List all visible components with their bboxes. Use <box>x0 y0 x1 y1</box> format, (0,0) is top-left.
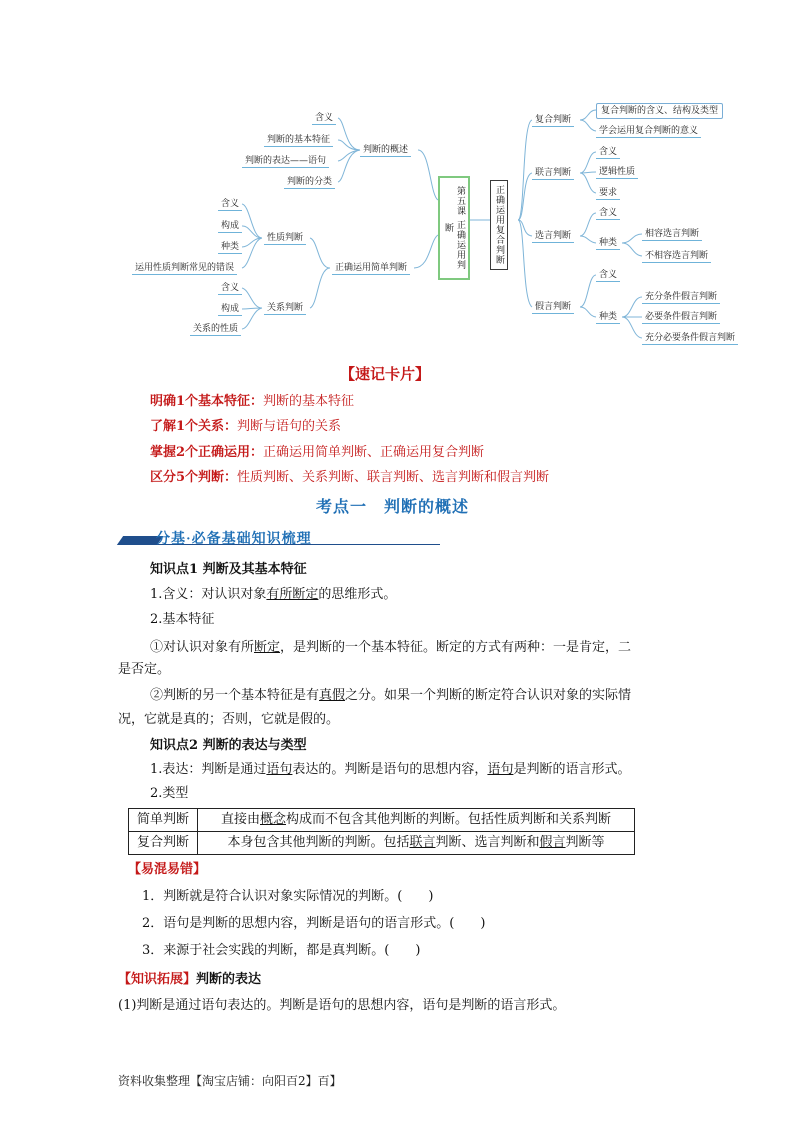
mind-map <box>0 0 800 360</box>
mm-jiayan: 假言判断 <box>532 301 574 314</box>
mm-gx-2: 构成 <box>218 303 242 316</box>
kp1-definition: 1.含义：对认识对象有所断定的思维形式。 <box>150 587 397 602</box>
type-name-compound: 复合判断 <box>129 832 198 855</box>
mm-gx-1: 含义 <box>218 282 242 295</box>
kp1-feature-1: ①对认识对象有所断定，是判断的一个基本特征。断定的方式有两种：一是肯定，二 <box>150 640 632 655</box>
mm-branch-jiandan: 正确运用简单判断 <box>332 262 410 275</box>
kp1-feature-2: ②判断的另一个基本特征是有真假之分。如果一个判断的断定符合认识对象的实际情 <box>150 688 632 703</box>
mm-gx-3: 关系的性质 <box>190 323 241 336</box>
type-desc-compound: 本身包含其他判断的判断。包括联言判断、选言判断和假言判断等 <box>198 832 635 855</box>
kp2-type-title: 2.类型 <box>150 786 189 801</box>
kp1-feature-2-cont: 况，它就是真的；否则，它就是假的。 <box>118 712 340 727</box>
kp2-title: 知识点2 判断的表达与类型 <box>150 738 307 753</box>
mm-item-hanyi: 含义 <box>312 112 336 125</box>
mm-item-tezheng: 判断的基本特征 <box>264 134 333 147</box>
types-table <box>128 808 635 855</box>
type-desc-simple: 直接由概念构成而不包含其他判断的判断。包括性质判断和关系判断 <box>198 809 635 832</box>
kp1-title: 知识点1 判断及其基本特征 <box>150 562 307 577</box>
extend-title: 【知识拓展】判断的表达 <box>118 972 262 987</box>
kp1-feature-title: 2.基本特征 <box>150 612 215 627</box>
confuse-item-1: 1．判断就是符合认识对象实际情况的判断。( ) <box>142 889 434 904</box>
mm-guanxi: 关系判断 <box>264 302 306 315</box>
banner-text: 分基·必备基础知识梳理 <box>156 532 312 547</box>
mm-ly-1: 含义 <box>596 146 620 159</box>
mm-jy-1: 含义 <box>596 269 620 282</box>
mm-xuanyan: 选言判断 <box>532 230 574 243</box>
mm-item-fenlei: 判断的分类 <box>284 176 335 189</box>
table-row <box>129 809 635 832</box>
mm-jy-k3: 充分必要条件假言判断 <box>642 332 738 345</box>
mm-jy-2: 种类 <box>596 311 620 324</box>
confuse-title: 【易混易错】 <box>128 862 207 877</box>
card-line-4: 区分5个判断：性质判断、关系判断、联言判断、选言判断和假言判断 <box>150 470 550 485</box>
mm-xy-1: 含义 <box>596 207 620 220</box>
type-name-simple: 简单判断 <box>129 809 198 832</box>
mm-xz-1: 含义 <box>218 198 242 211</box>
mm-fh-1: 复合判断的含义、结构及类型 <box>596 103 723 119</box>
mm-branch-gaishu: 判断的概述 <box>360 144 411 157</box>
mm-xingzhi: 性质判断 <box>264 232 306 245</box>
mm-center-lesson: 第五课 正确运用判断 <box>438 176 470 280</box>
kp2-expression: 1.表达：判断是通过语句表达的。判断是语句的思想内容，语句是判断的语言形式。 <box>150 762 631 777</box>
mind-map-connectors <box>0 0 800 360</box>
mm-fh-2: 学会运用复合判断的意义 <box>596 125 701 138</box>
confuse-item-3: 3．来源于社会实践的判断，都是真判断。( ) <box>142 943 421 958</box>
card-line-1: 明确1个基本特征：判断的基本特征 <box>150 394 355 409</box>
mm-xz-3: 种类 <box>218 241 242 254</box>
confuse-item-2: 2．语句是判断的思想内容，判断是语句的语言形式。( ) <box>142 916 486 931</box>
mm-xz-2: 构成 <box>218 220 242 233</box>
mm-ly-3: 要求 <box>596 187 620 200</box>
mm-jy-k2: 必要条件假言判断 <box>642 311 720 324</box>
extend-line: (1)判断是通过语句表达的。判断是语句的思想内容，语句是判断的语言形式。 <box>118 998 566 1013</box>
card-line-3: 掌握2个正确运用：正确运用简单判断、正确运用复合判断 <box>150 445 485 460</box>
mm-xz-4: 运用性质判断常见的错误 <box>132 262 237 275</box>
card-line-2: 了解1个关系：判断与语句的关系 <box>150 419 342 434</box>
table-row <box>129 832 635 855</box>
mm-right-root: 正确运用复合判断 <box>490 180 508 270</box>
mm-xy-k1: 相容选言判断 <box>642 228 702 241</box>
mm-xy-2: 种类 <box>596 237 620 250</box>
mm-item-biaoda: 判断的表达——语句 <box>242 155 329 168</box>
page-footer: 资料收集整理【淘宝店铺：向阳百2】百】 <box>118 1074 342 1088</box>
mm-ly-2: 逻辑性质 <box>596 166 638 179</box>
kp1-feature-1-cont: 是否定。 <box>118 662 171 677</box>
section-banner <box>120 528 420 550</box>
section-title: 考点一 判断的概述 <box>316 497 470 516</box>
mm-xy-k2: 不相容选言判断 <box>642 250 711 263</box>
card-title: 【速记卡片】 <box>340 367 431 383</box>
mm-fuhe: 复合判断 <box>532 114 574 127</box>
mm-lianyan: 联言判断 <box>532 167 574 180</box>
mm-jy-k1: 充分条件假言判断 <box>642 291 720 304</box>
